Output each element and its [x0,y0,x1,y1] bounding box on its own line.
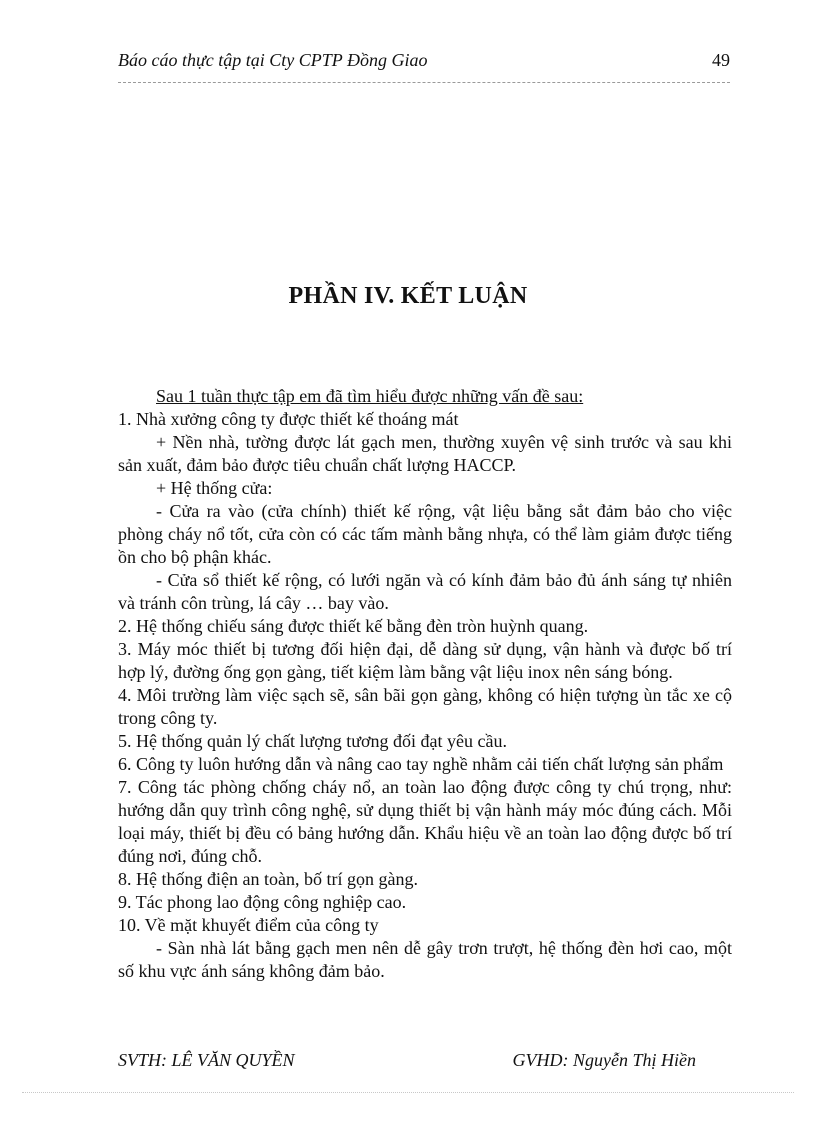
footer-student: SVTH: LÊ VĂN QUYỀN [118,1050,295,1070]
paragraph-3: 3. Máy móc thiết bị tương đối hiện đại, dễ dàng sử dụng, vận hành và được bố trí hợp lý, đường ống gọn gàng, tiết kiệm làm bằng vật liệu inox nên sáng bóng. [118,639,732,682]
document-body [118,385,732,983]
paragraph-1b: + Hệ thống cửa: [156,478,273,498]
paragraph-1: 1. Nhà xưởng công ty được thiết kế thoáng mát [118,409,459,429]
header-title: Báo cáo thực tập tại Cty CPTP Đồng Giao [118,50,428,70]
paragraph-9: 9. Tác phong lao động công nghiệp cao. [118,892,407,912]
paragraph-1b1: - Cửa ra vào (cửa chính) thiết kế rộng, vật liệu bằng sắt đảm bảo cho việc phòng cháy nổ tốt, cửa còn có các tấm mành bằng nhựa, có thể làm giảm được tiếng ồn cho bộ phận khác. [118,501,732,567]
page-number: 49 [712,50,730,70]
footer-advisor: GVHD: Nguyễn Thị Hiền [512,1050,696,1070]
paragraph-2: 2. Hệ thống chiếu sáng được thiết kế bằng đèn tròn huỳnh quang. [118,616,589,636]
paragraph-5: 5. Hệ thống quản lý chất lượng tương đối đạt yêu cầu. [118,731,507,751]
paragraph-10: 10. Về mặt khuyết điểm của công ty [118,915,379,935]
paragraph-10a: - Sàn nhà lát bằng gạch men nên dễ gây trơn trượt, hệ thống đèn hơi cao, một số khu vực ánh sáng không đảm bảo. [118,938,732,981]
intro-line: Sau 1 tuần thực tập em đã tìm hiểu được những vấn đề sau: [156,386,584,406]
footer-divider [22,1092,794,1093]
page-header [118,50,730,71]
header-divider [118,82,730,83]
paragraph-6: 6. Công ty luôn hướng dẫn và nâng cao tay nghề nhằm cải tiến chất lượng sản phẩm [118,754,724,774]
paragraph-7: 7. Công tác phòng chống cháy nổ, an toàn lao động được công ty chú trọng, như: hướng dẫn quy trình công nghệ, sử dụng thiết bị vận hành máy móc đúng cách. Mỗi loại máy, thiết bị đều có bảng hướng dẫn. Khẩu hiệu về an toàn lao động được bố trí đúng nơi, đúng chỗ. [118,777,732,866]
paragraph-8: 8. Hệ thống điện an toàn, bố trí gọn gàng. [118,869,418,889]
paragraph-1b2: - Cửa sổ thiết kế rộng, có lưới ngăn và có kính đảm bảo đủ ánh sáng tự nhiên và tránh côn trùng, lá cây … bay vào. [118,570,732,613]
paragraph-4: 4. Môi trường làm việc sạch sẽ, sân bãi gọn gàng, không có hiện tượng ùn tắc xe cộ trong công ty. [118,685,732,728]
paragraph-1a: + Nền nhà, tường được lát gạch men, thường xuyên vệ sinh trước và sau khi sản xuất, đảm bảo được tiêu chuẩn chất lượng HACCP. [118,432,732,475]
page-footer [118,1050,696,1071]
section-title: PHẦN IV. KẾT LUẬN [288,283,528,309]
